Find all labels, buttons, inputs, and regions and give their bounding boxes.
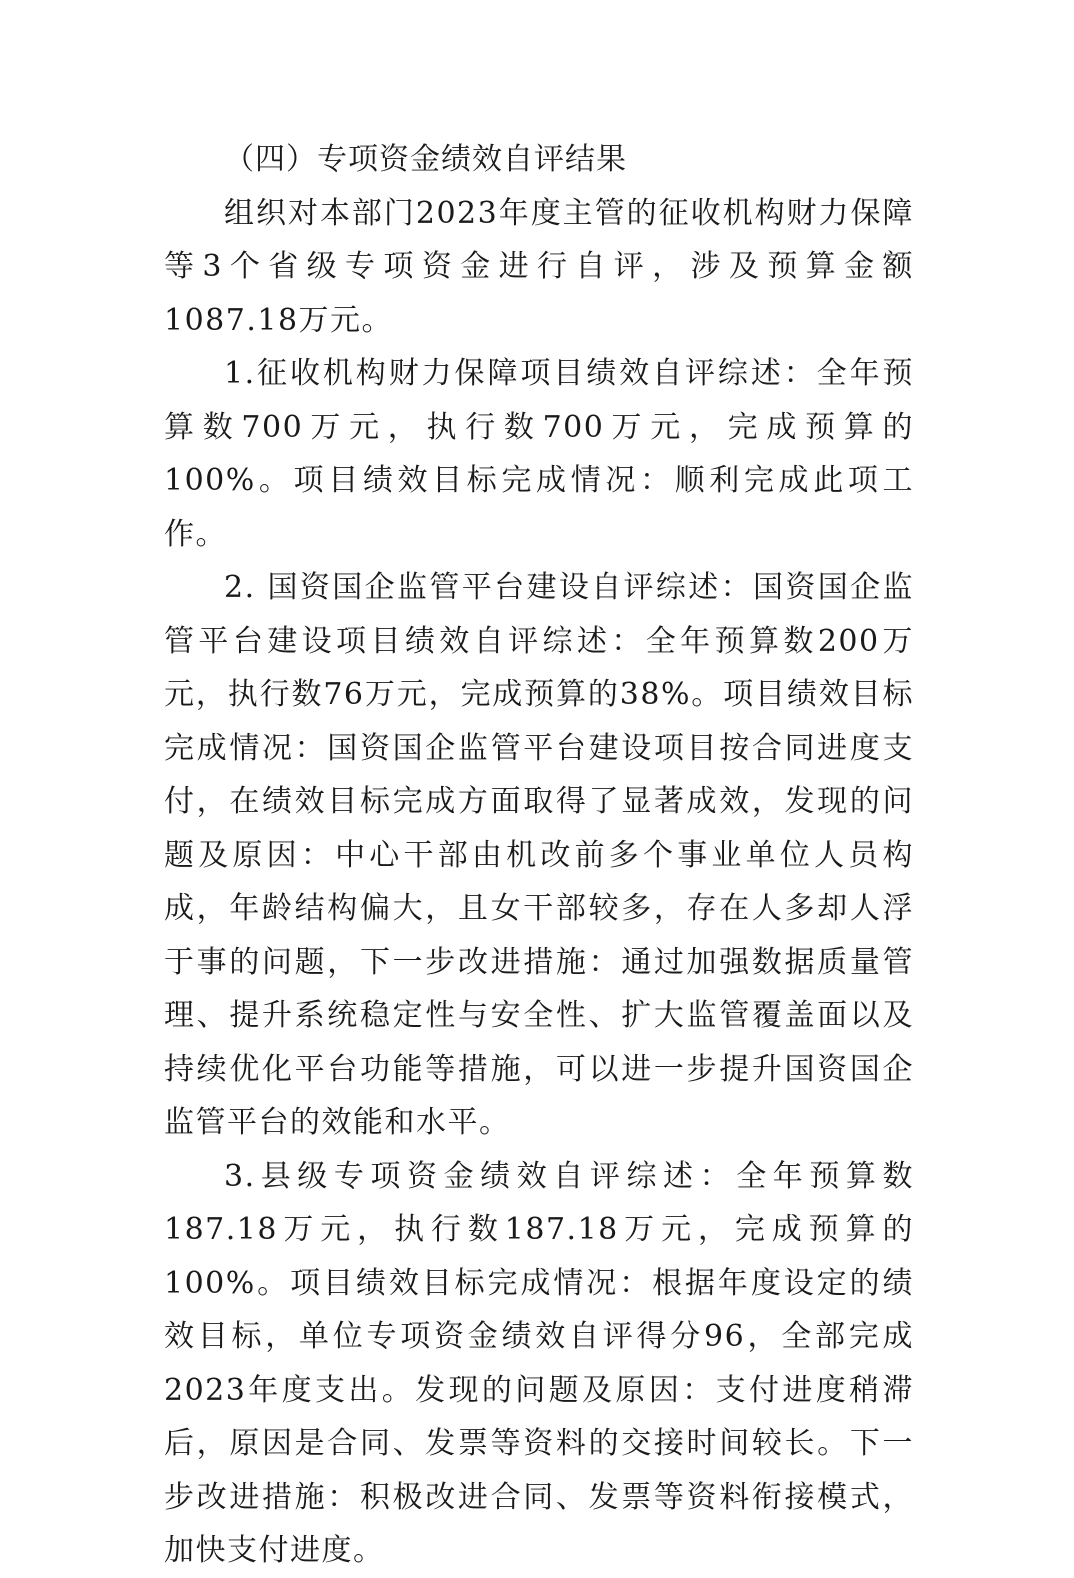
paragraph-item-2: 2. 国资国企监管平台建设自评综述：国资国企监管平台建设项目绩效自评综述：全年预算数200万元，执行数76万元，完成预算的38%。项目绩效目标完成情况：国资国企监管平台建设项目按合同进度支付，在绩效目标完成方面取得了显著成效，发现的问题及原因：中心干部由机改前多个事业单位人员构成，年龄结构偏大，且女干部较多，存在人多却人浮于事的问题，下一步改进措施：通过加强数据质量管理、提升系统稳定性与安全性、扩大监管覆盖面以及持续优化平台功能等措施，可以进一步提升国资国企监管平台的效能和水平。 xyxy=(164,570,914,1140)
paragraph-item-3: 3.县级专项资金绩效自评综述：全年预算数187.18万元，执行数187.18万元，完成预算的100%。项目绩效目标完成情况：根据年度设定的绩效目标，单位专项资金绩效自评得分96，全部完成2023年度支出。发现的问题及原因：支付进度稍滞后，原因是合同、发票等资料的交接时间较长。下一步改进措施：积极改进合同、发票等资料衔接模式，加快支付进度。 xyxy=(164,1158,914,1568)
paragraph-item-1: 1.征收机构财力保障项目绩效自评综述：全年预算数700万元，执行数700万元，完成预算的100%。项目绩效目标完成情况：顺利完成此项工作。 xyxy=(164,356,914,552)
document-body xyxy=(164,133,914,1578)
paragraph-intro: 组织对本部门2023年度主管的征收机构财力保障等3个省级专项资金进行自评，涉及预算金额1087.18万元。 xyxy=(164,195,914,338)
section-heading: （四）专项资金绩效自评结果 xyxy=(224,142,627,177)
